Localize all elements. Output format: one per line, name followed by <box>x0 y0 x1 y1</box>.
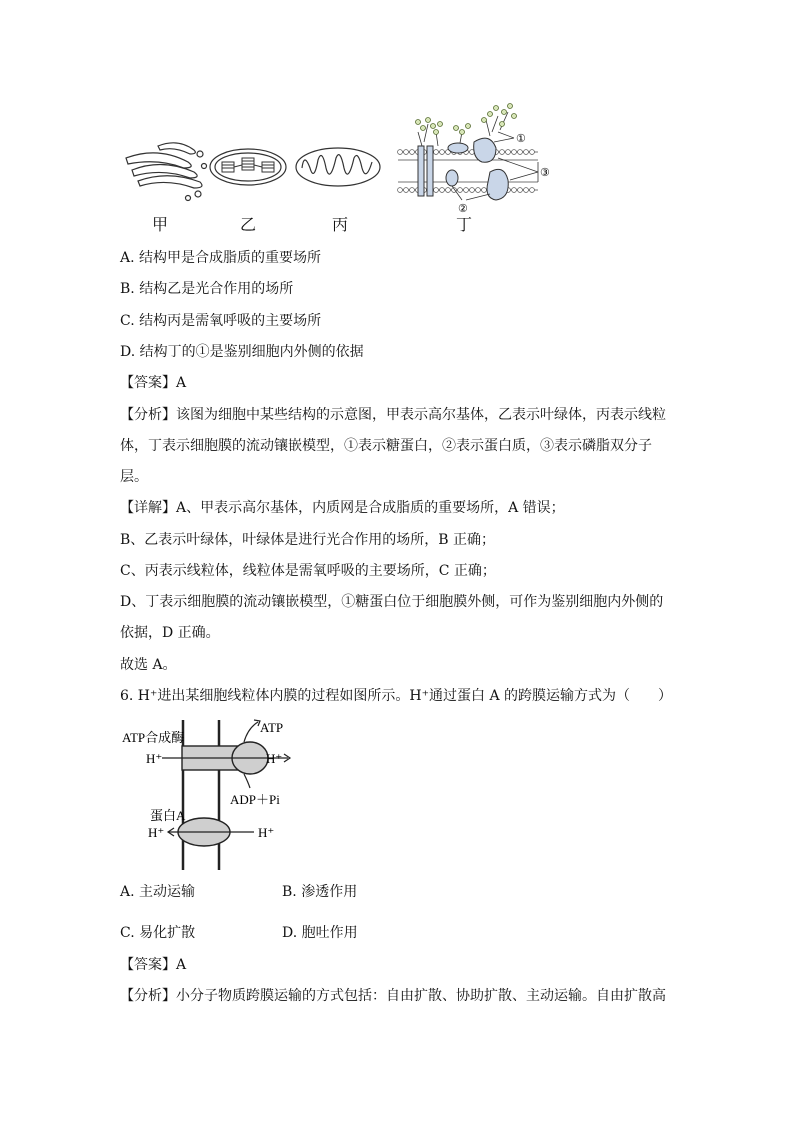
q5-analysis-line-3: 层。 <box>120 469 148 485</box>
q5-conclusion: 故选 A。 <box>120 657 177 673</box>
q6-option-a: A. 主动运输 <box>120 884 196 900</box>
label-adp-pi: ADP＋Pi <box>230 792 280 807</box>
q6-analysis: 【分析】小分子物质跨膜运输的方式包括：自由扩散、协助扩散、主动运输。自由扩散高 <box>120 988 666 1004</box>
q5-option-b: B. 结构乙是光合作用的场所 <box>120 281 294 297</box>
q5-option-a: A. 结构甲是合成脂质的重要场所 <box>120 250 322 266</box>
phospholipid-head <box>470 188 475 193</box>
label-h-right: H⁺ <box>258 825 275 840</box>
phospholipid-head <box>440 188 445 193</box>
phospholipid-head <box>476 188 481 193</box>
phospholipid-head <box>482 188 487 193</box>
figure-label-jia: 甲 <box>152 215 169 234</box>
q6-option-c: C. 易化扩散 <box>120 925 196 941</box>
phospholipid-head <box>446 188 451 193</box>
q6-stem: 6. H⁺进出某细胞线粒体内膜的过程如图所示。H⁺通过蛋白 A 的跨膜运输方式为（ ） <box>120 688 673 704</box>
q6-option-d: D. 胞吐作用 <box>282 925 358 941</box>
mitochondrial-membrane-figure <box>118 712 298 872</box>
phospholipid-head <box>440 150 445 155</box>
q5-analysis-line-1: 【分析】该图为细胞中某些结构的示意图，甲表示高尔基体，乙表示叶绿体，丙表示线粒 <box>120 407 666 423</box>
phospholipid-head <box>398 150 403 155</box>
phospholipid-head <box>464 188 469 193</box>
label-h-out-top: H⁺ <box>266 751 283 766</box>
marker-2: ② <box>458 202 468 215</box>
q5-analysis-line-2: 体，丁表示细胞膜的流动镶嵌模型，①表示糖蛋白，②表示蛋白质，③表示磷脂双分子 <box>120 438 652 454</box>
phospholipid-head <box>458 188 463 193</box>
chloroplast-diagram <box>210 149 286 185</box>
label-h-in-top: H⁺ <box>146 751 163 766</box>
marker-1: ① <box>516 132 526 145</box>
q5-detail-line-2: B、乙表示叶绿体，叶绿体是进行光合作用的场所，B 正确； <box>120 532 496 548</box>
q5-detail-line-4: D、丁表示细胞膜的流动镶嵌模型，①糖蛋白位于细胞膜外侧，可作为鉴别细胞内外侧的 <box>120 594 664 610</box>
q5-detail-line-5: 依据，D 正确。 <box>120 625 220 641</box>
phospholipid-head <box>518 188 523 193</box>
phospholipid-head <box>500 150 505 155</box>
q5-option-d: D. 结构丁的①是鉴别细胞内外侧的依据 <box>120 344 364 360</box>
figure-label-ding: 丁 <box>456 215 473 234</box>
phospholipid-head <box>434 150 439 155</box>
figure-label-bing: 丙 <box>332 215 349 234</box>
label-protein-a: 蛋白A <box>150 808 186 823</box>
q5-answer: 【答案】A <box>120 375 187 391</box>
marker-3: ③ <box>540 166 550 179</box>
phospholipid-head <box>530 188 535 193</box>
mitochondrion-diagram <box>296 148 380 186</box>
phospholipid-head <box>404 150 409 155</box>
label-atp: ATP <box>260 720 284 735</box>
q6-option-b: B. 渗透作用 <box>282 884 358 900</box>
phospholipid-head <box>524 150 529 155</box>
label-h-left: H⁺ <box>148 825 165 840</box>
cell-membrane-diagram <box>398 104 550 216</box>
phospholipid-head <box>410 188 415 193</box>
phospholipid-head <box>398 188 403 193</box>
phospholipid-head <box>506 150 511 155</box>
phospholipid-head <box>512 150 517 155</box>
phospholipid-head <box>518 150 523 155</box>
phospholipid-head <box>404 188 409 193</box>
figure-label-yi: 乙 <box>240 215 257 234</box>
q5-option-c: C. 结构丙是需氧呼吸的主要场所 <box>120 313 322 329</box>
phospholipid-head <box>410 150 415 155</box>
q5-detail-line-3: C、丙表示线粒体，线粒体是需氧呼吸的主要场所，C 正确； <box>120 563 496 579</box>
phospholipid-head <box>434 188 439 193</box>
q5-detail-line-1: 【详解】A、甲表示高尔基体，内质网是合成脂质的重要场所，A 错误； <box>120 500 565 516</box>
phospholipid-head <box>512 188 517 193</box>
q6-answer: 【答案】A <box>120 957 187 973</box>
phospholipid-head <box>530 150 535 155</box>
label-atp-synthase: ATP合成酶 <box>122 730 185 745</box>
phospholipid-head <box>524 188 529 193</box>
golgi-diagram <box>126 143 207 201</box>
